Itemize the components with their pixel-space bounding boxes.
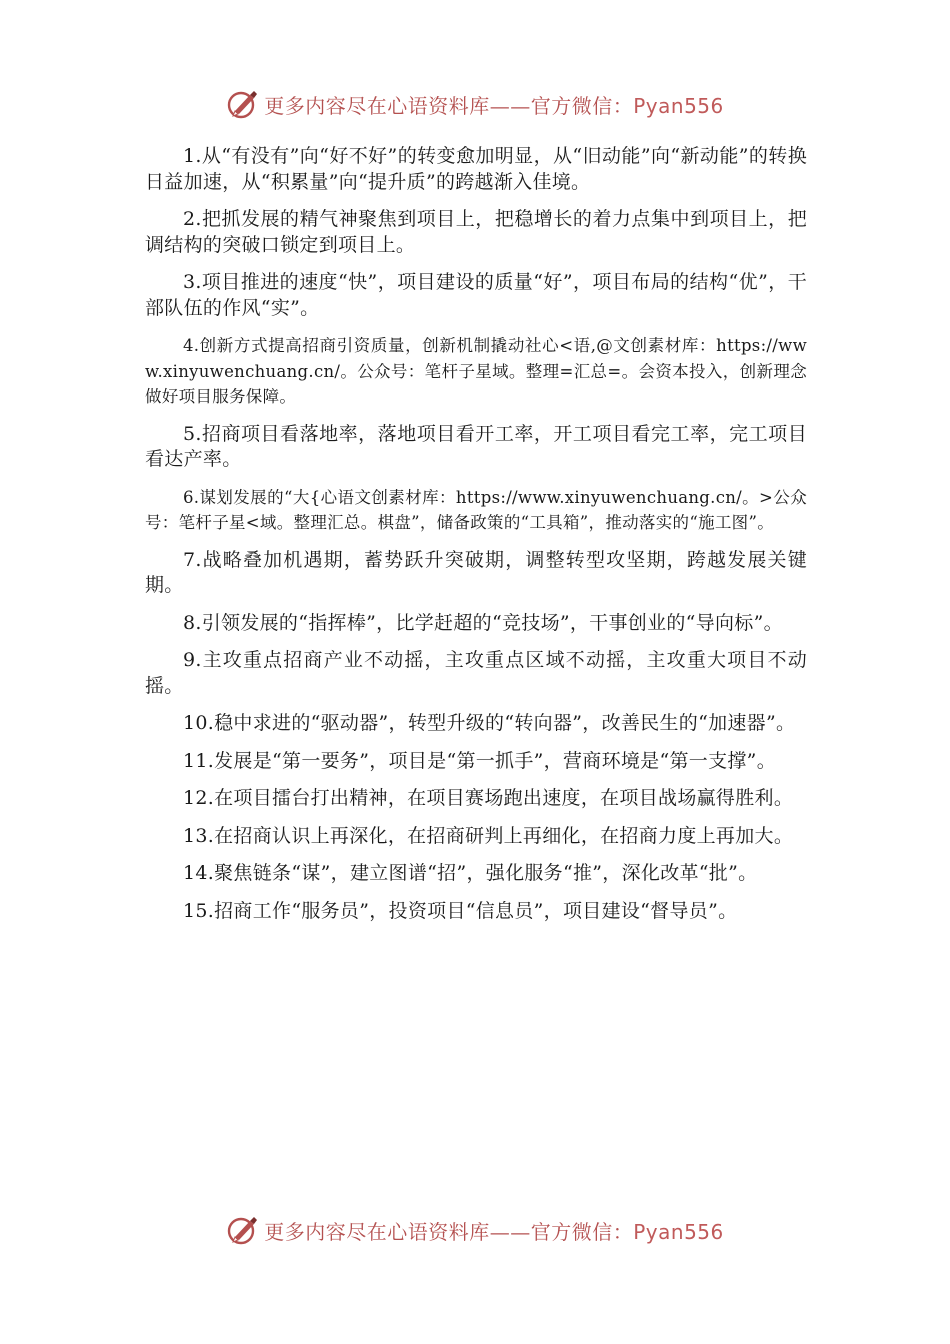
banner-text: 更多内容尽在心语资料库——官方微信：Pyan556 (264, 1219, 724, 1244)
paragraph-14: 14.聚焦链条“谋”，建立图谱“招”，强化服务“推”，深化改革“批”。 (183, 862, 758, 884)
paragraph-15: 15.招商工作“服务员”，投资项目“信息员”，项目建设“督导员”。 (183, 899, 738, 922)
paragraph-12: 12.在项目擂台打出精神，在项目赛场跑出速度，在项目战场赢得胜利。 (183, 787, 794, 809)
header-banner (0, 84, 950, 124)
banner-text: 更多内容尽在心语资料库——官方微信：Pyan556 (264, 93, 724, 118)
paragraph-8: 8.引领发展的“指挥棒”，比学赶超的“竞技场”，干事创业的“导向标”。 (183, 611, 783, 634)
paragraph-5: 5.招商项目看落地率，落地项目看开工率，开工项目看完工率，完工项目看达产率。 (145, 422, 807, 470)
pen-seal-icon (226, 1213, 260, 1247)
paragraph-1: 1.从“有没有”向“好不好”的转变愈加明显，从“旧动能”向“新动能”的转换日益加速，从“积累量”向“提升质”的跨越渐入佳境。 (145, 145, 807, 193)
paragraph-2: 2.把抓发展的精气神聚焦到项目上，把稳增长的着力点集中到项目上，把调结构的突破口锁定到项目上。 (145, 208, 807, 256)
paragraph-10: 10.稳中求进的“驱动器”，转型升级的“转向器”，改善民生的“加速器”。 (183, 712, 796, 734)
paragraph-7: 7.战略叠加机遇期，蓄势跃升突破期，调整转型攻坚期，跨越发展关键期。 (145, 548, 807, 596)
paragraph-6: 6.谋划发展的“大{心语文创素材库：https://www.xinyuwenchuang.cn/。>公众号：笔杆子星<域。整理汇总。棋盘”，储备政策的“工具箱”，推动落实的“施工图”。 (145, 487, 807, 532)
paragraph-13: 13.在招商认识上再深化，在招商研判上再细化，在招商力度上再加大。 (183, 824, 794, 847)
wechat-id: Pyan556 (633, 1219, 724, 1244)
paragraph-4: 4.创新方式提高招商引资质量，创新机制撬动社心<语,@文创素材库：https://www.xinyuwenchuang.cn/。公众号：笔杆子星域。整理=汇总=。会资本投入，创新理念做好项目服务保障。 (145, 336, 807, 406)
wechat-id: Pyan556 (633, 93, 724, 118)
paragraph-3: 3.项目推进的速度“快”，项目建设的质量“好”，项目布局的结构“优”，干部队伍的作风“实”。 (145, 271, 807, 319)
document-body (145, 144, 807, 936)
paragraph-11: 11.发展是“第一要务”，项目是“第一抓手”，营商环境是“第一支撑”。 (183, 749, 776, 772)
pen-seal-icon (226, 87, 260, 121)
footer-banner (0, 1210, 950, 1250)
paragraph-9: 9.主攻重点招商产业不动摇，主攻重点区域不动摇，主攻重大项目不动摇。 (145, 649, 807, 697)
